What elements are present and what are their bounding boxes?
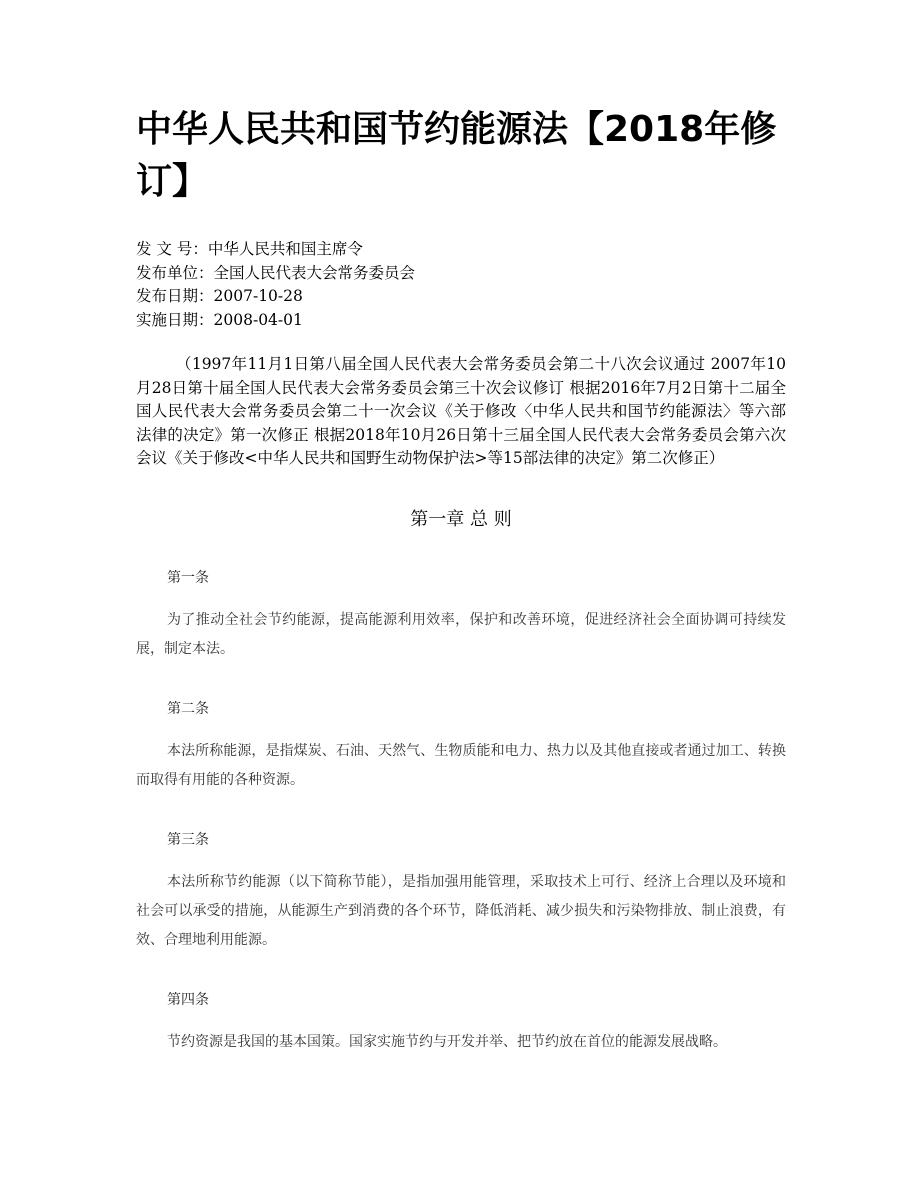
article-heading: 第二条 xyxy=(167,700,209,717)
article-heading: 第三条 xyxy=(167,831,209,848)
article-3 xyxy=(136,830,786,955)
meta-row-issuer xyxy=(136,262,786,286)
meta-value: 2008-04-01 xyxy=(213,310,303,329)
meta-label: 发 文 号： xyxy=(136,240,208,258)
meta-label: 实施日期： xyxy=(136,310,214,329)
article-2 xyxy=(136,699,786,795)
document-page xyxy=(136,104,786,1057)
article-text: 本法所称能源，是指煤炭、石油、天然气、生物质能和电力、热力以及其他直接或者通过加工、转换而取得有用能的各种资源。 xyxy=(136,742,786,788)
article-4 xyxy=(136,990,786,1057)
article-text: 本法所称节约能源（以下简称节能），是指加强用能管理，采取技术上可行、经济上合理以及环境和社会可以承受的措施，从能源生产到消费的各个环节，降低消耗、减少损失和污染物排放、制止浪费，有效、合理地利用能源。 xyxy=(136,873,786,948)
preamble: （1997年11月1日第八届全国人民代表大会常务委员会第二十八次会议通过 2007年10月28日第十届全国人民代表大会常务委员会第三十次会议修订 根据2016年7月2日第十二届全国人民代表大会常务委员会第二十一次会议《关于修改〈中华人民共和国节约能源法〉等六部法律的决定》第一次修正 根据2018年10月26日第十三届全国人民代表大会常务委员会第六次会议《关于修改<中华人民共和国野生动物保护法>等15部法律的决定》第二次修正） xyxy=(136,355,786,467)
meta-label: 发布日期： xyxy=(136,287,214,305)
article-1 xyxy=(136,568,786,664)
meta-row-effective-date xyxy=(136,309,786,333)
chapter-heading: 第一章 总 则 xyxy=(410,508,512,530)
meta-value: 2007-10-28 xyxy=(213,287,303,305)
meta-row-issue-date xyxy=(136,285,786,309)
article-text: 为了推动全社会节约能源，提高能源利用效率，保护和改善环境，促进经济社会全面协调可持续发展，制定本法。 xyxy=(136,611,786,657)
document-meta xyxy=(136,238,786,332)
meta-value: 全国人民代表大会常务委员会 xyxy=(213,263,416,282)
meta-label: 发布单位： xyxy=(136,263,214,282)
meta-value: 中华人民共和国主席令 xyxy=(207,240,363,258)
article-text: 节约资源是我国的基本国策。国家实施节约与开发并举、把节约放在首位的能源发展战略。 xyxy=(167,1033,727,1050)
document-title: 中华人民共和国节约能源法【2018年修订】 xyxy=(136,109,777,202)
article-heading: 第一条 xyxy=(167,569,209,586)
article-heading: 第四条 xyxy=(167,991,209,1008)
meta-row-doc-number xyxy=(136,238,786,262)
